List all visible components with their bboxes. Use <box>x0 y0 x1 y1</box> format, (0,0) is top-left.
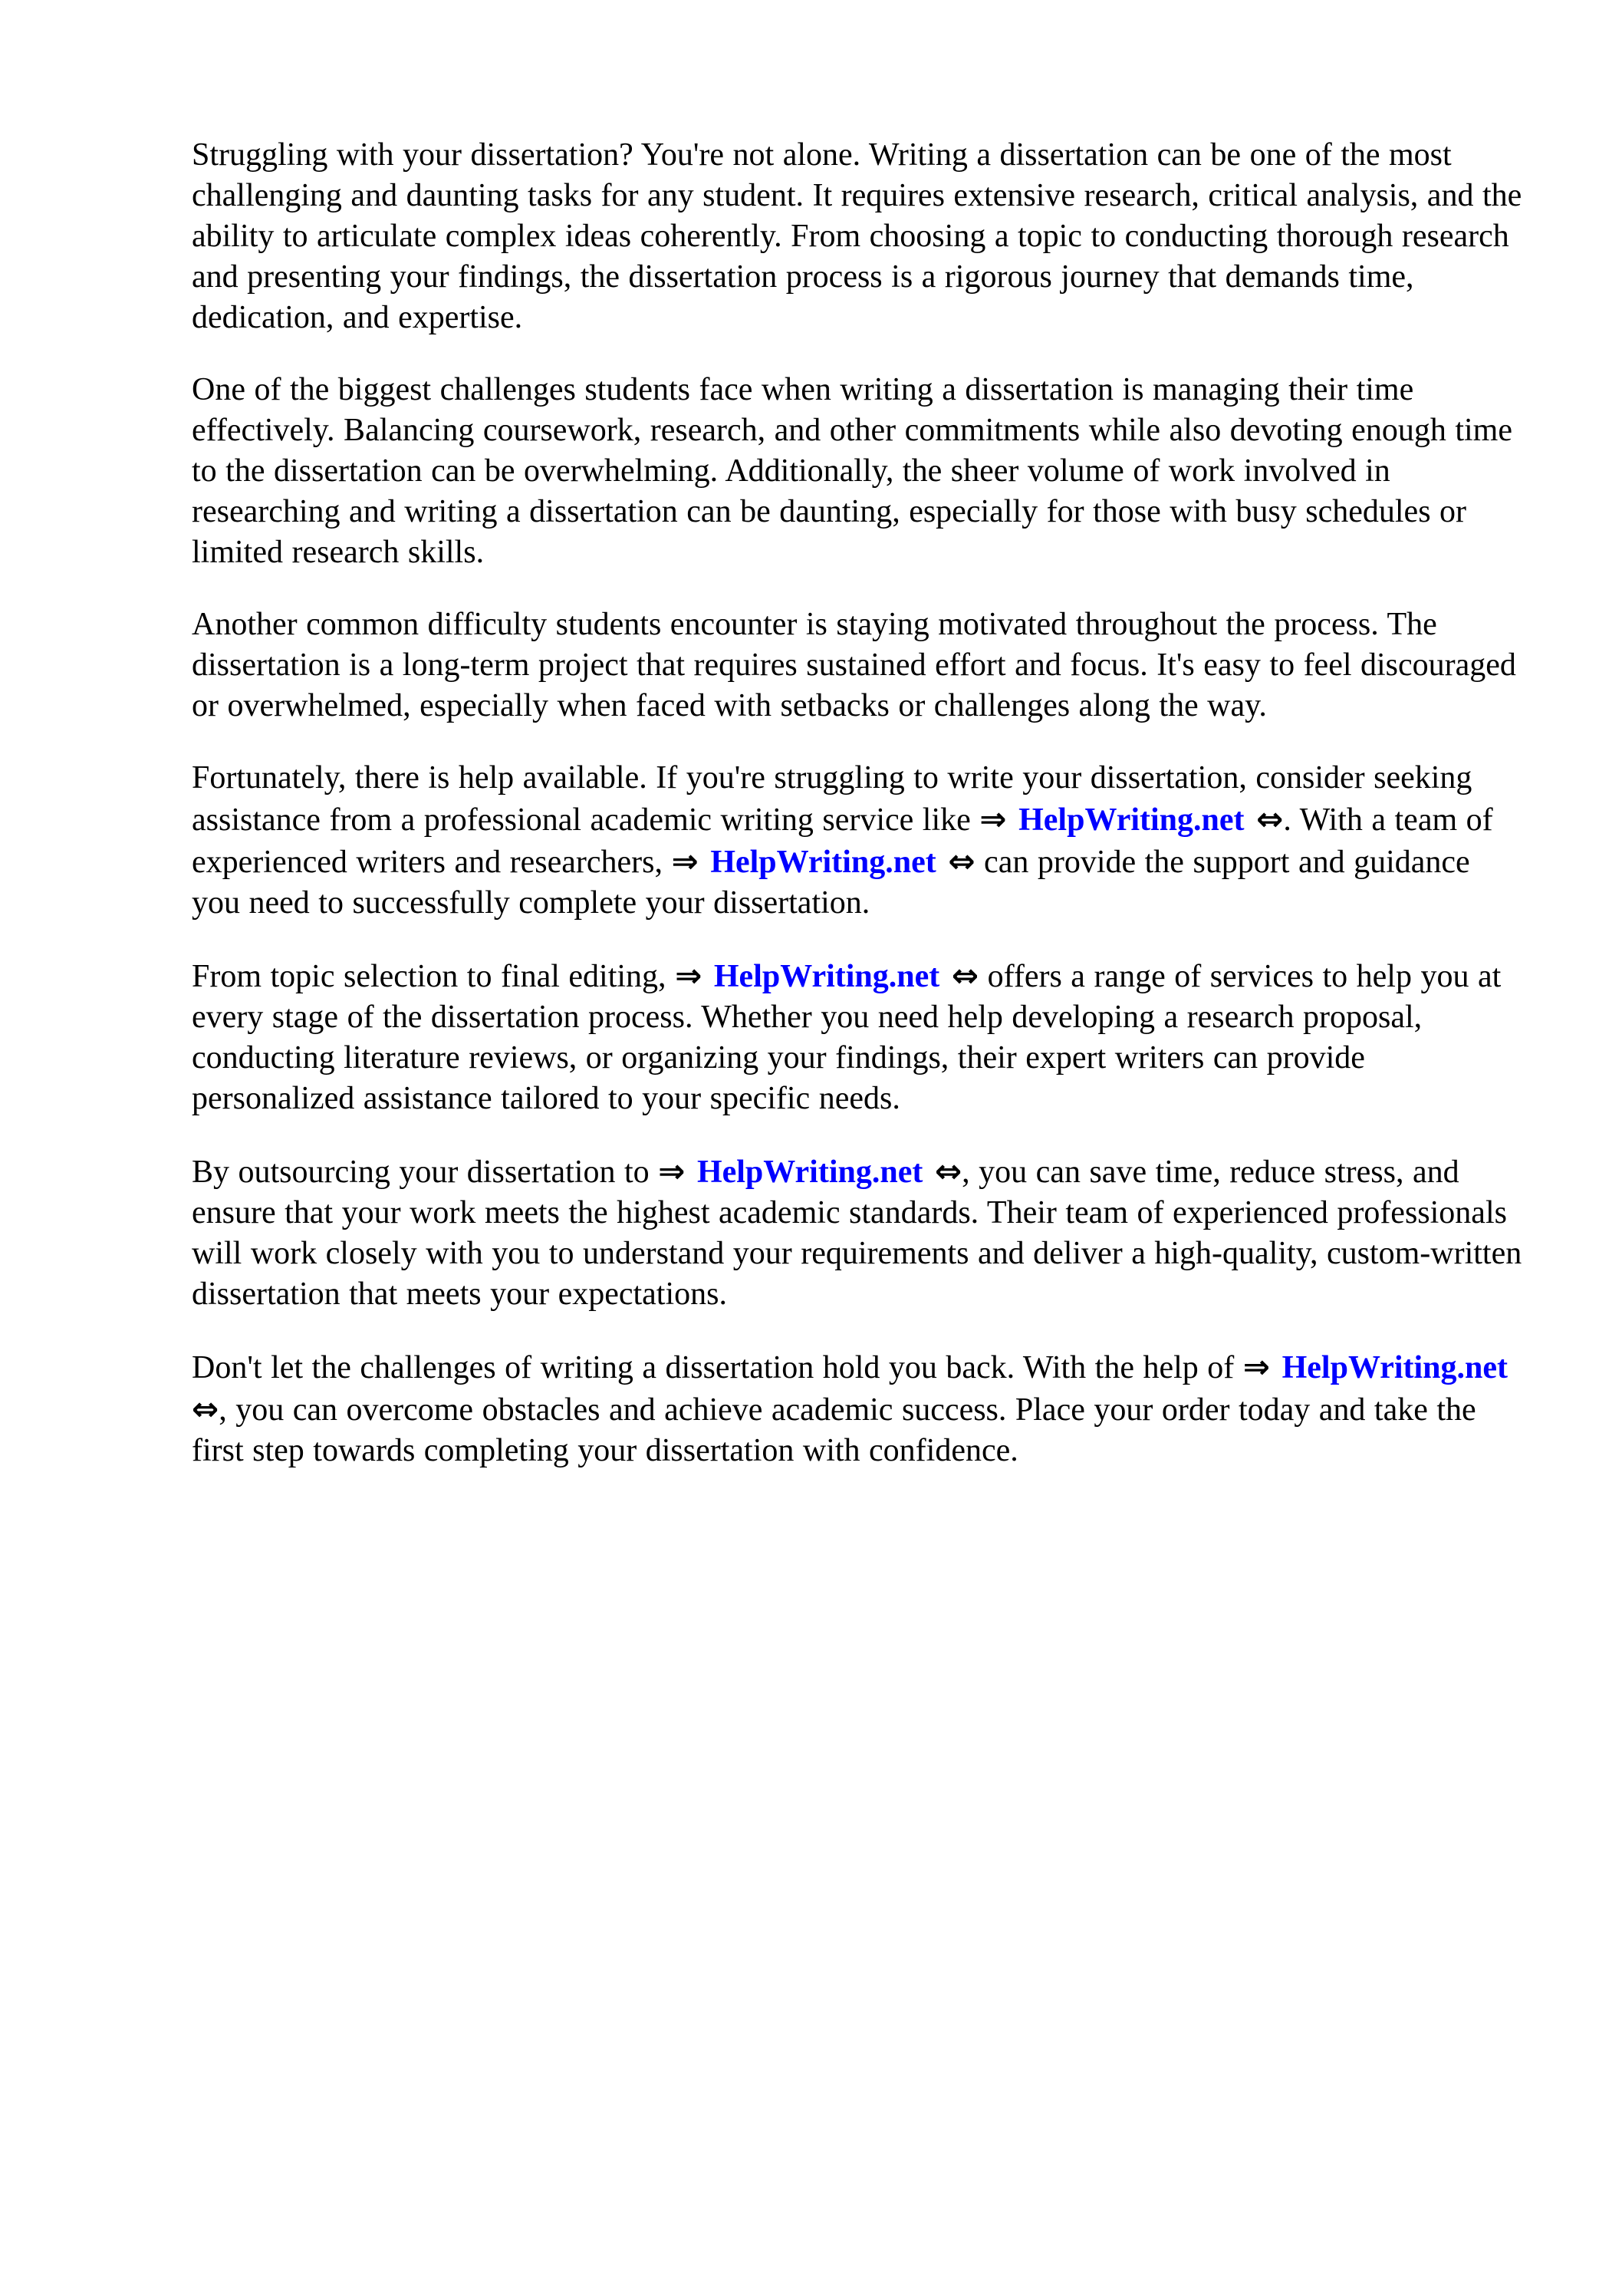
body-text: Fortunately, there is help available. If you're struggling to write your dissertation, consider seeking assistance from a professional academic writing service like <box>192 760 1472 838</box>
paragraph-5 <box>192 955 1526 1119</box>
double-arrow-right-icon: ⇒ <box>671 842 711 880</box>
paragraph-3 <box>192 604 1526 726</box>
body-text: , you can overcome obstacles and achieve academic success. Place your order today and take the first step towards completing your dissertation with confidence. <box>192 1392 1476 1468</box>
double-arrow-right-icon: ⇒ <box>658 1152 697 1190</box>
paragraph-2 <box>192 370 1526 573</box>
helpwriting-link[interactable]: HelpWriting.net <box>1281 1350 1508 1385</box>
body-text: Another common difficulty students encounter is staying motivated throughout the process. The dissertation is a long-term project that requires sustained effort and focus. It's easy to feel discouraged or overwhelmed, especially when faced with setbacks or challenges along the way. <box>192 607 1516 723</box>
double-arrow-both-icon: ⇔ <box>1244 800 1284 838</box>
double-arrow-both-icon: ⇔ <box>192 1390 219 1428</box>
body-text: One of the biggest challenges students face when writing a dissertation is managing their time effectively. Balancing coursework, research, and other commitments while also devoting enough time to the dissertation can be overwhelming. Additionally, the sheer volume of work involved in researching and writing a dissertation can be daunting, especially for those with busy schedules or limited research skills. <box>192 372 1512 570</box>
helpwriting-link[interactable]: HelpWriting.net <box>710 845 936 880</box>
paragraph-1 <box>192 135 1526 338</box>
body-text: Don't let the challenges of writing a dissertation hold you back. With the help of <box>192 1350 1243 1385</box>
body-text: offers a range of services to help you at every stage of the dissertation process. Whether you need help developing a research proposal, conducting literature reviews, or organizing your findings, their expert writers can provide personalized assistance tailored to your specific needs. <box>192 959 1502 1116</box>
double-arrow-right-icon: ⇒ <box>979 800 1019 838</box>
double-arrow-both-icon: ⇔ <box>923 1152 962 1190</box>
helpwriting-link[interactable]: HelpWriting.net <box>713 959 940 994</box>
body-text: , you can save time, reduce stress, and ensure that your work meets the highest academic standards. Their team of experienced professionals will work closely with you to understand your requirements and deliver a high-quality, custom-written dissertation that meets your expectations. <box>192 1155 1522 1312</box>
helpwriting-link[interactable]: HelpWriting.net <box>696 1155 923 1190</box>
paragraph-7 <box>192 1346 1526 1471</box>
paragraph-6 <box>192 1151 1526 1315</box>
double-arrow-both-icon: ⇔ <box>939 957 979 994</box>
body-text: can provide the support and guidance you need to successfully complete your dissertation. <box>192 845 1470 921</box>
helpwriting-link[interactable]: HelpWriting.net <box>1018 802 1245 838</box>
body-text: By outsourcing your dissertation to <box>192 1155 659 1190</box>
document-body <box>192 135 1526 1471</box>
body-text: From topic selection to final editing, <box>192 959 676 994</box>
body-text: . With a team of experienced writers and researchers, <box>192 802 1493 880</box>
body-text: Struggling with your dissertation? You're not alone. Writing a dissertation can be one of the most challenging and daunting tasks for any student. It requires extensive research, critical analysis, and the ability to articulate complex ideas coherently. From choosing a topic to conducting thorough research and presenting your findings, the dissertation process is a rigorous journey that demands time, dedication, and expertise. <box>192 137 1522 335</box>
double-arrow-right-icon: ⇒ <box>675 957 714 994</box>
double-arrow-both-icon: ⇔ <box>936 842 976 880</box>
paragraph-4 <box>192 758 1526 924</box>
double-arrow-right-icon: ⇒ <box>1242 1348 1282 1385</box>
